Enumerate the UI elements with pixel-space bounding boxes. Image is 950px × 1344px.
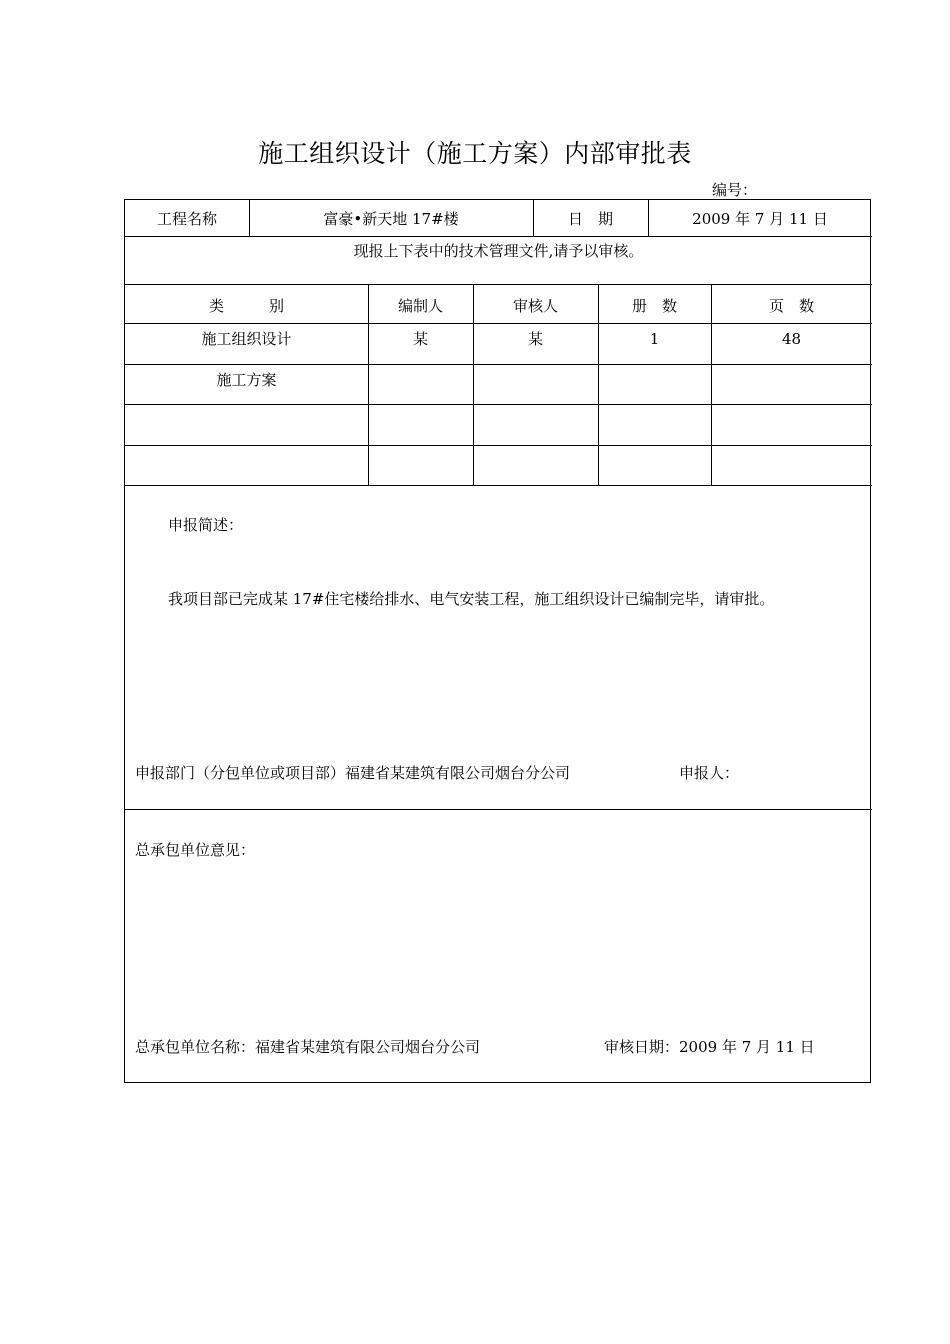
submission-notice: 现报上下表中的技术管理文件,请予以审核。: [353, 242, 644, 260]
declaration-heading: 申报简述：: [168, 516, 244, 534]
review-date: 审核日期：2009 年 7 月 11 日: [604, 1038, 815, 1056]
contractor-opinion-label: 总承包单位意见：: [135, 841, 256, 859]
table-cell: 施工方案: [216, 371, 277, 389]
rule-header-bottom: [125, 236, 872, 237]
column-header-author: 编制人: [397, 297, 443, 315]
contractor-name: 总承包单位名称：福建省某建筑有限公司烟台分公司: [135, 1038, 481, 1056]
table-cell: 48: [781, 330, 802, 348]
table-cell: 某: [412, 330, 428, 348]
submitting-department: 申报部门（分包单位或项目部）福建省某建筑有限公司烟台分公司: [135, 764, 571, 782]
rule-row-1-bottom: [125, 364, 872, 365]
page-title: 施工组织设计（施工方案）内部审批表: [258, 139, 692, 168]
table-cell: 1: [649, 330, 660, 348]
rule-row-4-bottom: [125, 485, 872, 486]
table-cell: 某: [527, 330, 543, 348]
date-label: 日 期: [567, 210, 613, 228]
doc-number-label: 编号：: [712, 181, 758, 199]
rule-row-3-bottom: [125, 445, 872, 446]
column-header-reviewer: 审核人: [512, 297, 558, 315]
column-header-volumes: 册 数: [631, 297, 677, 315]
declaration-body: 我项目部已完成某 17#住宅楼给排水、电气安装工程，施工组织设计已编制完毕，请审批。: [168, 590, 775, 608]
table-cell: 施工组织设计: [201, 330, 292, 348]
applicant-label: 申报人：: [679, 764, 740, 782]
column-header-category: 类 别: [208, 297, 284, 315]
rule-declaration-bottom: [125, 809, 872, 810]
column-header-pages: 页 数: [768, 297, 814, 315]
rule-notice-bottom: [125, 284, 872, 285]
project-name-label: 工程名称: [156, 210, 217, 228]
rule-columns-bottom: [125, 323, 872, 324]
project-name-value: 富豪•新天地 17#楼: [323, 210, 459, 228]
approval-form-table: [124, 199, 871, 1083]
date-value: 2009 年 7 月 11 日: [692, 210, 828, 228]
rule-row-2-bottom: [125, 404, 872, 405]
